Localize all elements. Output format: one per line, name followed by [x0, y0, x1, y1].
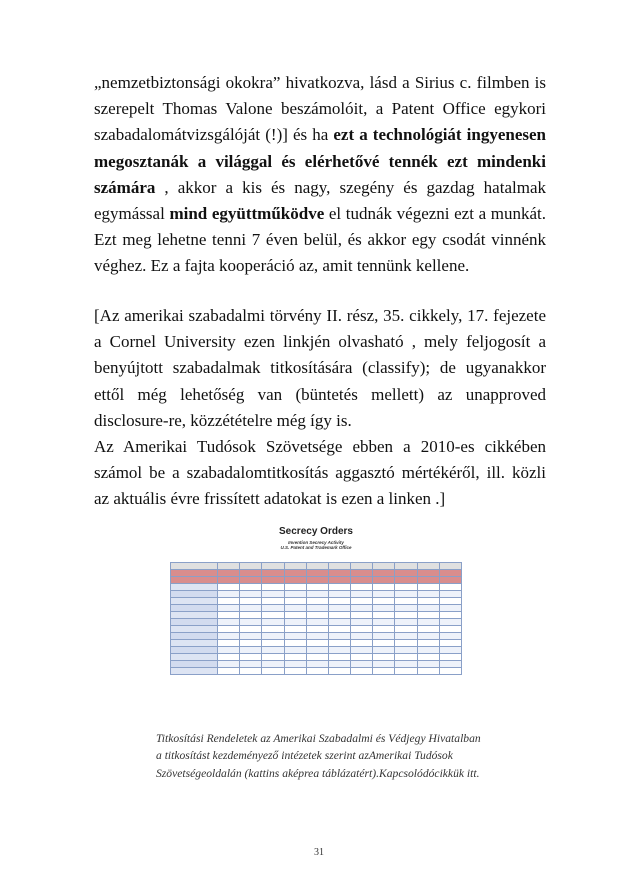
figure-caption[interactable]: Titkosítási Rendeletek az Amerikai Szabadalmi és Védjegy Hivatalban a titkosítást kezdeményező intézetek szerint azAmerikai Tudósok Szövetségeoldalán (kattins aképrea táblázatért).Kapcsolódócikkük itt.: [156, 732, 481, 780]
paragraph-text: „nemzetbiztonsági okokra” hivatkozva, lásd a Sirius c. filmben is szerepelt Thomas Valone beszámolóit, a Patent Office egykori szabadalomátvizsgálóját (!)] és ha: [94, 73, 546, 145]
secrecy-table: [170, 562, 462, 675]
federation-text[interactable]: Az Amerikai Tudósok Szövetsége ebben a 2010-es cikkében számol be a szabadalomtitkosítás aggasztó mértékéről, ill. közli az aktuális évre frissített adatokat is ezen a linken .]: [94, 437, 546, 509]
page-number: 31: [314, 847, 324, 858]
figure-subtitle-line: Invention Secrecy Activity: [288, 540, 344, 545]
bracketed-law-text[interactable]: [Az amerikai szabadalmi törvény II. rész, 35. cikkely, 17. fejezete a Cornel University ezen linkjén olvasható , mely feljogosít a benyújtott szabadalmak titkosítására (classify); de ugyanakkor ettől még lehetőség van (büntetés mellett) az unapproved disclosure-re, közzétételre még így is.: [94, 306, 546, 430]
figure-title: Secrecy Orders: [279, 526, 353, 537]
figure-subtitle: [168, 540, 464, 550]
figure-subtitle-line: U.S. Patent and Trademark Office: [280, 545, 352, 550]
secrecy-orders-table-image[interactable]: [168, 522, 464, 714]
bold-phrase: ezt a technológiát ingyenesen megosztanák a világgal és elérhetővé tennék ezt mindenki számára: [94, 125, 547, 197]
paragraph-text: , akkor a kis és nagy, szegény és gazdag hatalmak egymással: [94, 177, 546, 224]
paragraph-text: el tudnák végezni ezt a munkát. Ezt meg lehetne tenni 7 éven belül, és akkor egy csodát vinnénk véghez. Ez a fajta kooperáció az, amit tennünk kellene.: [94, 204, 546, 276]
bold-phrase: mind együttműködve: [169, 204, 325, 224]
body-paragraph-2: [94, 303, 546, 513]
body-paragraph-1: [94, 70, 546, 280]
